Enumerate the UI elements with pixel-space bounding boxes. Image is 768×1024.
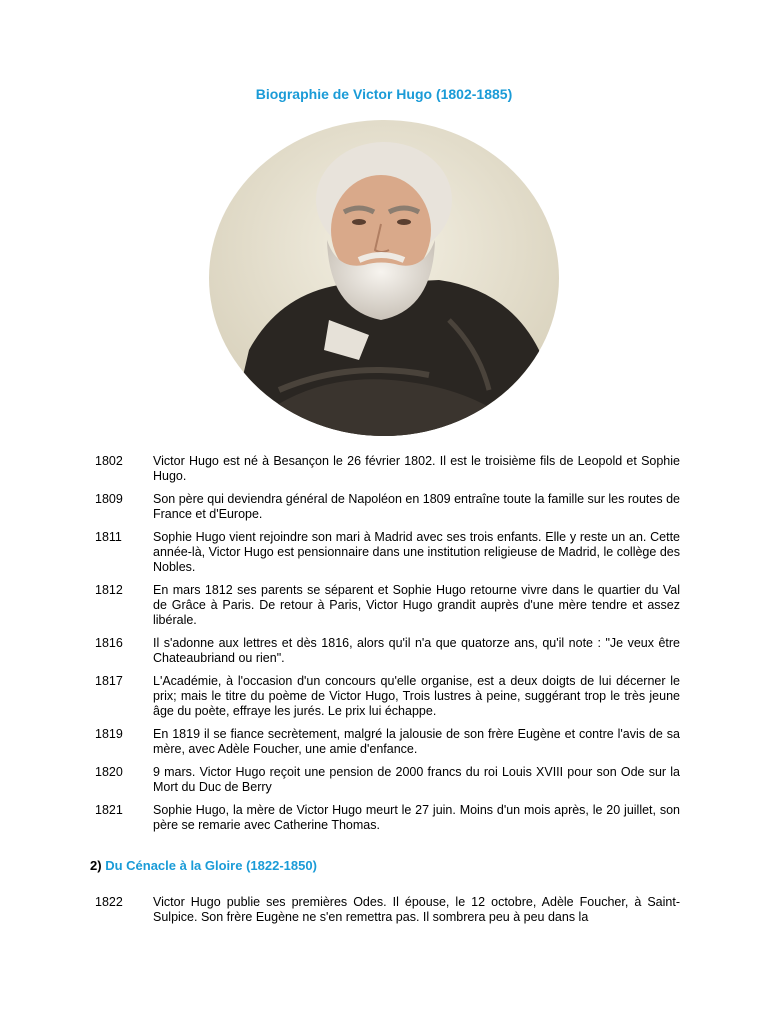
timeline-entry (95, 583, 680, 628)
entry-text: Victor Hugo publie ses premières Odes. Il épouse, le 12 octobre, Adèle Foucher, à Saint-Sulpice. Son frère Eugène ne s'en remettra pas. Il sombrera peu à peu dans la (153, 895, 680, 924)
entry-text: En 1819 il se fiance secrètement, malgré la jalousie de son frère Eugène et contre l'avis de sa mère, avec Adèle Foucher, une amie d'enfance. (153, 727, 680, 756)
portrait-image (209, 120, 559, 436)
timeline-entry (95, 895, 680, 925)
entry-year: 1819 (95, 727, 123, 741)
entry-year: 1812 (95, 583, 123, 597)
timeline-list-2 (95, 895, 680, 933)
timeline-entry (95, 765, 680, 795)
entry-year: 1811 (95, 530, 122, 544)
page-title: Biographie de Victor Hugo (1802-1885) (255, 86, 513, 102)
entry-text: Sophie Hugo vient rejoindre son mari à Madrid avec ses trois enfants. Elle y reste un an. Cette année-là, Victor Hugo est pensionnaire dans une institution religieuse de Madrid, le collège des Nobles. (153, 530, 680, 574)
entry-text: L'Académie, à l'occasion d'un concours qu'elle organise, est a deux doigts de lui décerner le prix; mais le titre du poème de Victor Hugo, Trois lustres à peine, suggérant trop le très jeune âge du poète, effraye les jurés. Le prix lui échappe. (153, 674, 680, 718)
timeline-entry (95, 492, 680, 522)
entry-text: Il s'adonne aux lettres et dès 1816, alors qu'il n'a que quatorze ans, qu'il note : "Je veux être Chateaubriand ou rien". (153, 636, 680, 665)
entry-year: 1822 (95, 895, 123, 909)
entry-text: En mars 1812 ses parents se séparent et Sophie Hugo retourne vivre dans le quartier du Val de Grâce à Paris. De retour à Paris, Victor Hugo grandit auprès d'une mère tendre et assez libérale. (153, 583, 680, 627)
timeline-entry (95, 803, 680, 833)
timeline-entry (95, 530, 680, 575)
entry-year: 1802 (95, 454, 123, 468)
entry-year: 1809 (95, 492, 123, 506)
section-number: 2) (90, 858, 102, 873)
entry-year: 1820 (95, 765, 123, 779)
timeline-entry (95, 636, 680, 666)
entry-text: Victor Hugo est né à Besançon le 26 février 1802. Il est le troisième fils de Leopold et Sophie Hugo. (153, 454, 680, 483)
entry-text: 9 mars. Victor Hugo reçoit une pension de 2000 francs du roi Louis XVIII pour son Ode sur la Mort du Duc de Berry (153, 765, 680, 794)
timeline-entry (95, 454, 680, 484)
timeline-entry (95, 727, 680, 757)
section-heading (90, 858, 317, 873)
timeline-list (95, 454, 680, 841)
entry-year: 1821 (95, 803, 123, 817)
entry-year: 1817 (95, 674, 123, 688)
timeline-entry (95, 674, 680, 719)
entry-year: 1816 (95, 636, 123, 650)
section-title: Du Cénacle à la Gloire (1822-1850) (105, 858, 317, 873)
entry-text: Son père qui deviendra général de Napoléon en 1809 entraîne toute la famille sur les routes de France et d'Europe. (153, 492, 680, 521)
entry-text: Sophie Hugo, la mère de Victor Hugo meurt le 27 juin. Moins d'un mois après, le 20 juillet, son père se remarie avec Catherine Thomas. (153, 803, 680, 832)
